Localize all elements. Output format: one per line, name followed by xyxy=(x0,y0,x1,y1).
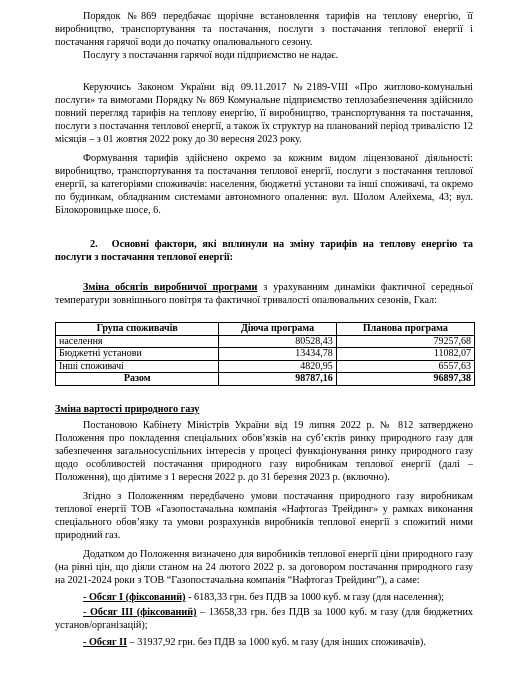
table-cell: Інші споживачі xyxy=(56,360,219,373)
paragraph-intro-1: Порядок №869 передбачає щорічне встановлення тарифів на теплову енергію, її виробництво, транспортування та постачання, послуги з постачання теплової енергії і постачання гарячої води до початку опалювального сезону. xyxy=(55,11,473,48)
table-row xyxy=(56,360,475,373)
table-row xyxy=(56,348,475,361)
gas-price-label: - Обсяг I (фіксований) xyxy=(83,592,186,603)
paragraph-gas-1: Постановою Кабінету Міністрів України від 19 липня 2022 р. № 812 затверджено Положення про покладення спеціальних обов’язків на суб’єктів ринку природного газу для забезпечення загальносуспільних інтересів у процесі функціонування ринку природного газу щодо особливостей постачання природного газу виробникам теплової енергії (далі – Положення), що діятиме з 1 вересня 2022 р. до 31 березня 2023 р. (включно). xyxy=(55,420,473,483)
gas-price-text: - 6183,33 грн. без ПДВ за 1000 куб. м газу (для населення); xyxy=(185,592,445,603)
table-cell: населення xyxy=(56,335,219,348)
production-text: з урахуванням динаміки фактичної середньої температури зовнішнього повітря та фактичної тривалості опалювальних сезонів, Гкал: xyxy=(55,282,473,306)
paragraph-gas-3: Додатком до Положення визначено для виробників теплової енергії ціни природного газу (на рівні цін, що діяли станом на 24 лютого 2022 р. за договором постачання природного газу на 2021-2024 роки з ТОВ “Газопостачальна компанія “Нафтогаз Трейдинг”), а саме: xyxy=(55,549,473,586)
gas-price-item xyxy=(55,606,473,632)
table-cell: 98787,16 xyxy=(219,373,336,386)
table-cell: 80528,43 xyxy=(219,335,336,348)
gas-title xyxy=(55,403,473,416)
paragraph-production xyxy=(55,281,473,307)
table-cell: Разом xyxy=(56,373,219,386)
table-cell: 4820,95 xyxy=(219,360,336,373)
table-cell: Бюджетні установи xyxy=(56,348,219,361)
section-2-heading xyxy=(55,238,473,264)
section-title: Основні фактори, які вплинули на зміну тарифів на теплову енергію та послуги з постачання теплової енергії: xyxy=(55,239,473,263)
table-row xyxy=(56,335,475,348)
table-cell: 13434,78 xyxy=(219,348,336,361)
production-table xyxy=(55,322,475,386)
table-cell: 96897,38 xyxy=(336,373,474,386)
gas-price-label: - Обсяг III (фіксований) xyxy=(83,607,197,618)
section-number: 2. xyxy=(90,239,98,250)
gas-price-item xyxy=(55,591,473,604)
column-header: Група споживачів xyxy=(56,323,219,336)
paragraph-gas-2: Згідно з Положенням передбачено умови постачання природного газу виробникам теплової енергії ТОВ «Газопостачальна компанія «Нафтогаз Трейдинг» у рамках виконання спеціального обов’язку та умови розрахунків виробників теплової енергії з спожитий ними природний газ. xyxy=(55,491,473,541)
table-cell: 6557,63 xyxy=(336,360,474,373)
gas-price-item xyxy=(55,636,473,649)
gas-title-text: Зміна вартості природного газу xyxy=(55,404,200,415)
paragraph-formation: Формування тарифів здійснено окремо за кожним видом ліцензованої діяльності: виробництво, транспортування та постачання теплової енергії, послуги з постачання теплової енергії, за категоріями споживачів: населення, бюджетні установи та інші споживачі, та окремо по будинкам, обладнаним системами автономного опалення: вул. Шолом Алейхема, 43; вул. Білокоровицьке шосе, 6. xyxy=(55,153,473,216)
gas-price-text: – 13658,33 грн. без ПДВ за 1000 куб. м газу (для бюджетних установ/організацій); xyxy=(55,607,473,631)
gas-price-label: - Обсяг II xyxy=(83,637,128,648)
paragraph-intro-2: Послугу з постачання гарячої води підприємство не надає. xyxy=(83,50,339,61)
gas-price-text: – 31937,92 грн. без ПДВ за 1000 куб. м газу (для інших споживачів). xyxy=(127,637,426,648)
table-cell: 79257,68 xyxy=(336,335,474,348)
table-cell: 11082,07 xyxy=(336,348,474,361)
table-header-row xyxy=(56,323,475,336)
paragraph-law: Керуючись Законом України від 09.11.2017 №2189-VIII «Про житлово-комунальні послуги» та вимогами Порядку № 869 Комунальне підприємство теплозабезпечення здійснило повний перегляд тарифів на теплову енергію, її виробництво, транспортування та постачання, послуги з постачання теплової енергії, а також їх структур на планований період тривалістю 12 місяців – з 01 жовтня 2022 року до 30 вересня 2023 року. xyxy=(55,82,473,145)
table-total-row xyxy=(56,373,475,386)
column-header: Діюча програма xyxy=(219,323,336,336)
column-header: Планова програма xyxy=(336,323,474,336)
production-title: Зміна обсягів виробничої програми xyxy=(83,282,258,293)
